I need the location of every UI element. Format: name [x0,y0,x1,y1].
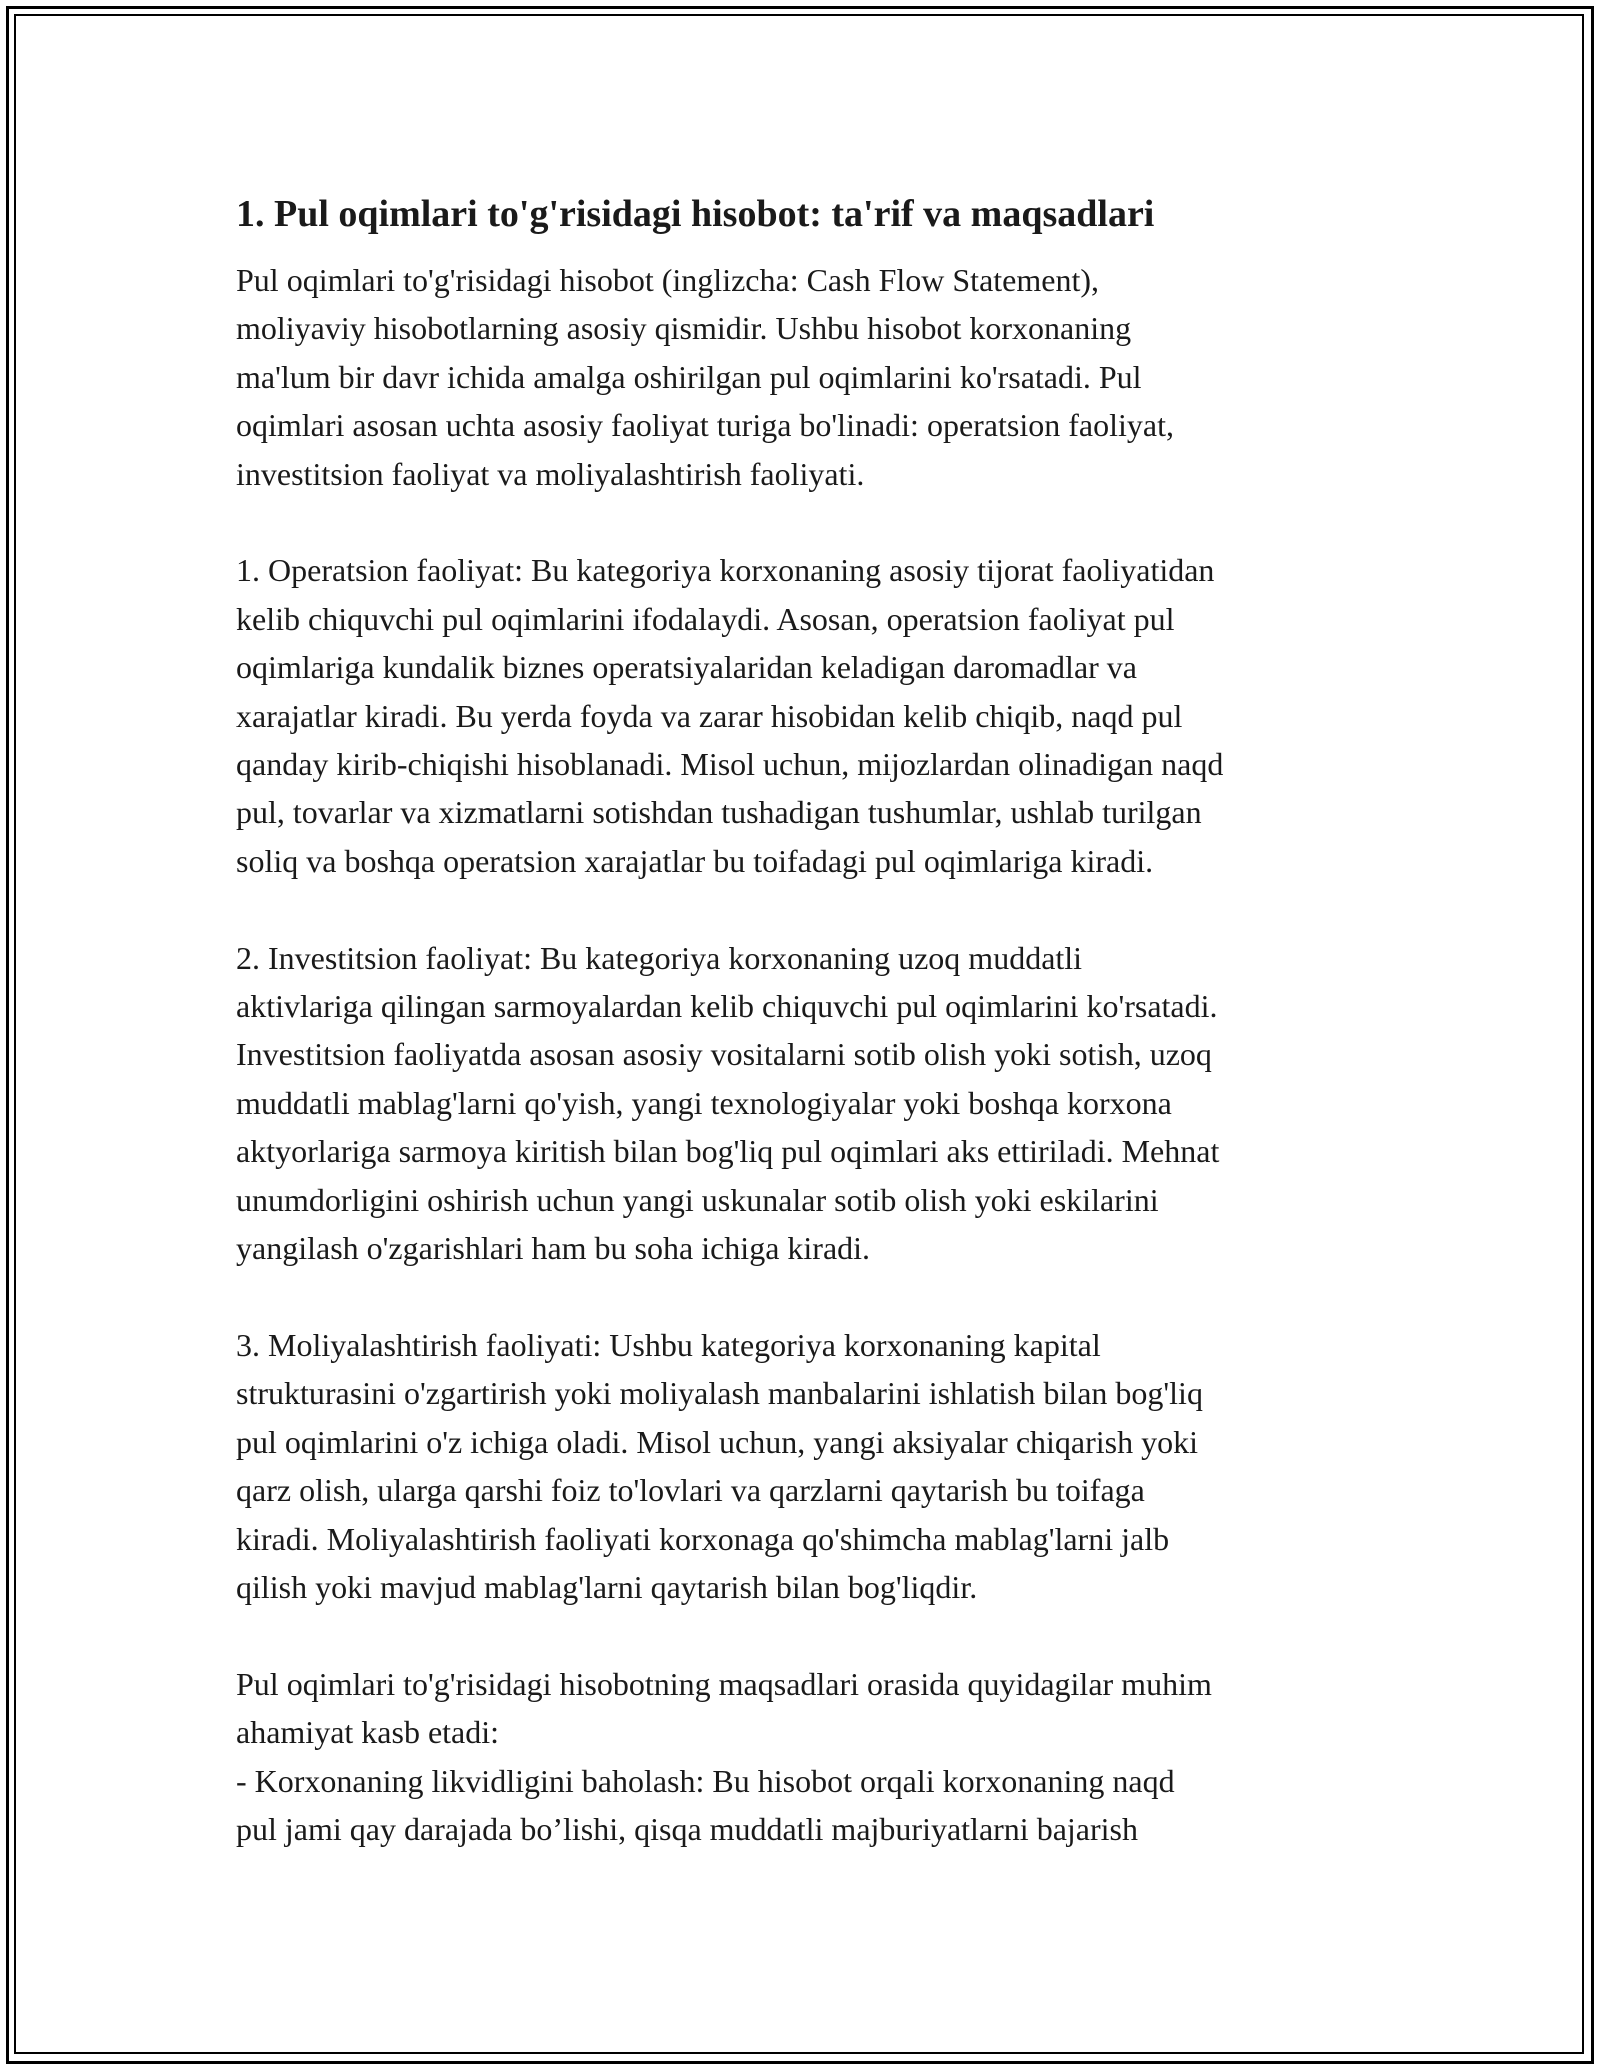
list-item-line: pul jami qay darajada bo’lishi, qisqa muddatli majburiyatlarni bajarish [236,1810,1138,1847]
text-line: qarz olish, ularga qarshi foiz to'lovlari va qarzlarni qaytarish bu toifaga [236,1472,1145,1509]
text-line: kelib chiquvchi pul oqimlarini ifodalaydi. Asosan, operatsion faoliyat pul [236,600,1175,637]
text-line: oqimlari asosan uchta asosiy faoliyat turiga bo'linadi: operatsion faoliyat, [236,407,1174,444]
section-heading: 1. Pul oqimlari to'g'risidagi hisobot: ta'rif va maqsadlari [236,193,1155,235]
text-line: pul, tovarlar va xizmatlarni sotishdan tushadigan tushumlar, ushlab turilgan [236,794,1202,831]
list-item-line: - Korxonaning likvidligini baholash: Bu hisobot orqali korxonaning naqd [236,1762,1175,1799]
text-line: 2. Investitsion faoliyat: Bu kategoriya korxonaning uzoq muddatli [236,939,1083,976]
document-body [236,186,1396,1853]
text-line: oqimlariga kundalik biznes operatsiyalaridan keladigan daromadlar va [236,649,1137,686]
text-line: 3. Moliyalashtirish faoliyati: Ushbu kategoriya korxonaning kapital [236,1326,1101,1363]
paragraph-gap [236,885,1396,933]
text-line: aktyorlariga sarmoya kiritish bilan bog'liq pul oqimlari aks ettiriladi. Mehnat [236,1133,1220,1170]
paragraph-intro [236,256,1396,498]
text-line: muddatli mablag'larni qo'yish, yangi texnologiyalar yoki boshqa korxona [236,1084,1172,1121]
paragraph-objectives [236,1660,1396,1854]
text-line: Investitsion faoliyatda asosan asosiy vositalarni sotib olish yoki sotish, uzoq [236,1036,1212,1073]
text-line: yangilash o'zgarishlari ham bu soha ichiga kiradi. [236,1230,871,1267]
paragraph-gap [236,1611,1396,1659]
paragraph-operating-activity [236,546,1396,885]
text-line: investitsion faoliyat va moliyalashtirish faoliyati. [236,455,865,492]
paragraph-investing-activity [236,934,1396,1273]
text-line: ahamiyat kasb etadi: [236,1714,500,1751]
text-line: pul oqimlarini o'z ichiga oladi. Misol uchun, yangi aksiyalar chiqarish yoki [236,1423,1199,1460]
text-line: xarajatlar kiradi. Bu yerda foyda va zarar hisobidan kelib chiqib, naqd pul [236,697,1183,734]
text-line: 1. Operatsion faoliyat: Bu kategoriya korxonaning asosiy tijorat faoliyatidan [236,552,1215,589]
text-line: Pul oqimlari to'g'risidagi hisobotning maqsadlari orasida quyidagilar muhim [236,1665,1212,1702]
text-line: strukturasini o'zgartirish yoki moliyalash manbalarini ishlatish bilan bog'liq [236,1375,1203,1412]
paragraph-gap [236,1273,1396,1321]
paragraph-gap [236,498,1396,546]
text-line: kiradi. Moliyalashtirish faoliyati korxonaga qo'shimcha mablag'larni jalb [236,1520,1170,1557]
text-line: Pul oqimlari to'g'risidagi hisobot (inglizcha: Cash Flow Statement), [236,262,1099,298]
text-line: qilish yoki mavjud mablag'larni qaytarish bilan bog'liqdir. [236,1568,978,1605]
text-line: unumdorligini oshirish uchun yangi uskunalar sotib olish yoki eskilarini [236,1181,1159,1218]
text-line: soliq va boshqa operatsion xarajatlar bu toifadagi pul oqimlariga kiradi. [236,842,1154,879]
text-line: qanday kirib-chiqishi hisoblanadi. Misol uchun, mijozlardan olinadigan naqd [236,746,1224,783]
text-line: aktivlariga qilingan sarmoyalardan kelib chiquvchi pul oqimlarini ko'rsatadi. [236,988,1218,1025]
text-line: ma'lum bir davr ichida amalga oshirilgan pul oqimlarini ko'rsatadi. Pul [236,358,1142,395]
text-line: moliyaviy hisobotlarning asosiy qismidir. Ushbu hisobot korxonaning [236,310,1132,347]
paragraph-financing-activity [236,1321,1396,1611]
